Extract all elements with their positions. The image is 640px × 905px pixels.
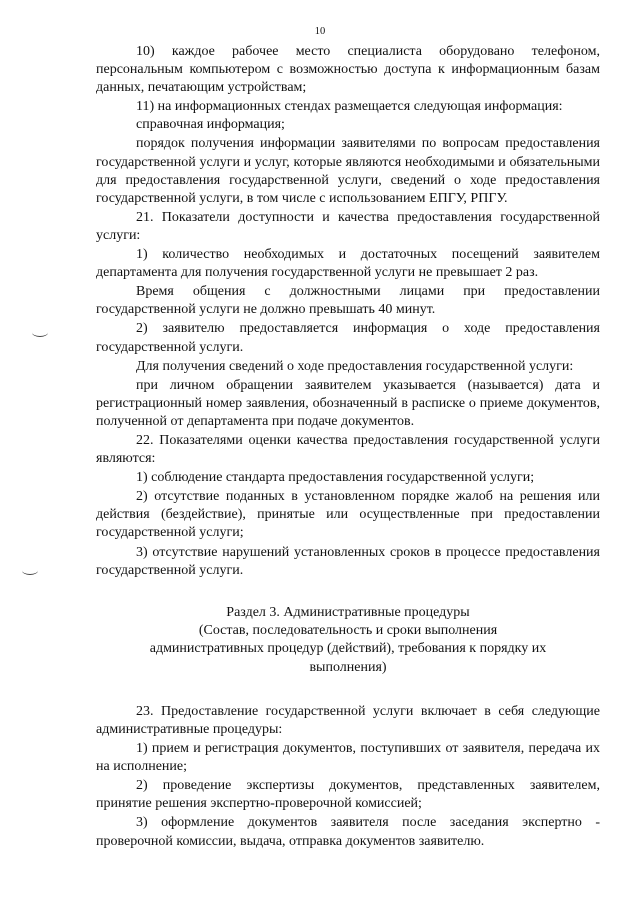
paragraph: 10) каждое рабочее место специалиста оборудовано телефоном, персональным компьютером с возможностью доступа к информационным базам данных, печатающим устройствам;	[96, 44, 600, 96]
paragraph: 3) оформление документов заявителя после заседания экспертно - проверочной комиссии, выдача, отправка документов заявителю.	[96, 815, 600, 849]
section-heading	[96, 604, 600, 677]
paragraph: 1) соблюдение стандарта предоставления государственной услуги;	[136, 470, 535, 486]
section-subtitle-line: (Состав, последовательность и сроки выполнения	[198, 623, 498, 639]
section-subtitle-line: административных процедур (действий), требования к порядку их	[149, 641, 547, 657]
paragraph: 1) количество необходимых и достаточных посещений заявителем департамента для получения государственной услуги не превышает 2 раз.	[96, 247, 600, 281]
paragraph: 11) на информационных стендах размещается следующая информация:	[136, 99, 563, 115]
paragraph: 1) прием и регистрация документов, поступивших от заявителя, передача их на исполнение;	[96, 741, 600, 775]
paragraph: порядок получения информации заявителями по вопросам предоставления государственной услуги и услуг, которые являются необходимыми и обязательными для предоставления государственной услуги, сведений о ходе предоставления государственной услуги, в том числе с использованием ЕПГУ, РПГУ.	[96, 136, 600, 206]
paragraph: Время общения с должностными лицами при предоставлении государственной услуги не должно превышать 40 минут.	[96, 284, 600, 318]
margin-mark	[32, 328, 48, 337]
paragraph: 21. Показатели доступности и качества предоставления государственной услуги:	[96, 209, 600, 243]
paragraph: 23. Предоставление государственной услуги включает в себя следующие административные процедуры:	[96, 703, 600, 737]
document-body	[96, 43, 600, 851]
page-number: 10	[314, 26, 326, 37]
section-subtitle-line: выполнения)	[309, 659, 387, 675]
paragraph: при личном обращении заявителем указывается (называется) дата и регистрационный номер заявления, обозначенный в расписке о приеме документов, полученной от департамента при подаче документов.	[96, 377, 600, 429]
paragraph: 2) отсутствие поданных в установленном порядке жалоб на решения или действия (бездействие), принятые или осуществленные при предоставлении государственной услуги;	[96, 489, 600, 541]
paragraph: 3) отсутствие нарушений установленных сроков в процессе предоставления государственной услуги.	[96, 544, 600, 578]
margin-mark	[22, 566, 38, 575]
paragraph: справочная информация;	[136, 117, 285, 133]
paragraph: 2) заявителю предоставляется информация о ходе предоставления государственной услуги.	[96, 321, 600, 355]
section-title: Раздел 3. Административные процедуры	[226, 604, 470, 620]
paragraph: Для получения сведений о ходе предоставления государственной услуги:	[136, 358, 574, 374]
paragraph: 2) проведение экспертизы документов, представленных заявителем, принятие решения экспертно-проверочной комиссией;	[96, 778, 600, 812]
paragraph: 22. Показателями оценки качества предоставления государственной услуги являются:	[96, 432, 600, 467]
